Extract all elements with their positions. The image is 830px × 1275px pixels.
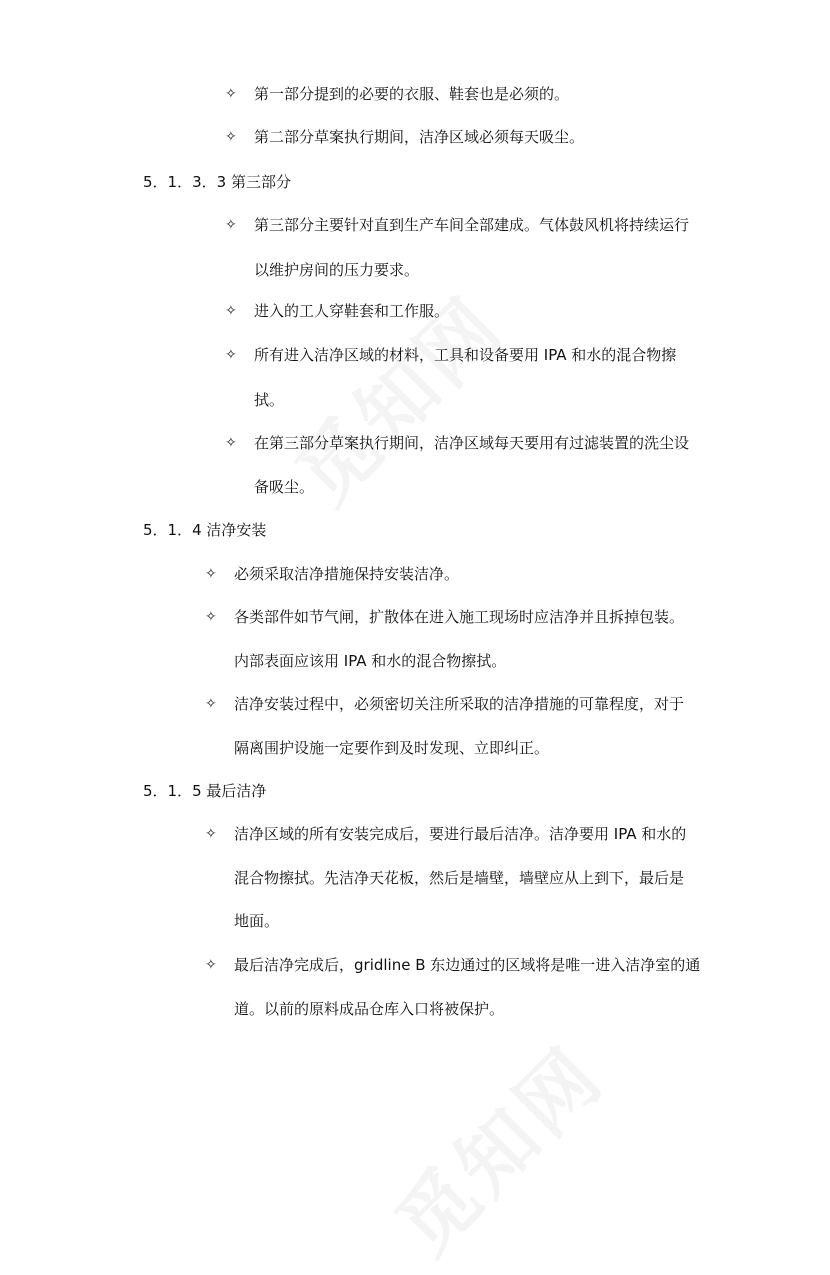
- paragraph-line: 第一部分提到的必要的衣服、鞋套也是必须的。: [254, 85, 570, 103]
- bullet-icon: ✧: [205, 566, 217, 582]
- bullet-icon: ✧: [205, 696, 217, 712]
- paragraph-line: 洁净安装过程中，必须密切关注所采取的洁净措施的可靠程度，对于: [234, 695, 685, 713]
- section-heading: 5．1．4 洁净安装: [143, 521, 267, 539]
- paragraph-line: 进入的工人穿鞋套和工作服。: [254, 302, 450, 320]
- paragraph-line: 道。以前的原料成品仓库入口将被保护。: [234, 1000, 505, 1018]
- paragraph-line: 备吸尘。: [254, 478, 315, 496]
- paragraph-line: 洁净区域的所有安装完成后，要进行最后洁净。洁净要用 IPA 和水的: [234, 825, 687, 843]
- paragraph-line: 拭。: [254, 391, 285, 409]
- bullet-icon: ✧: [225, 435, 237, 451]
- bullet-icon: ✧: [225, 217, 237, 233]
- paragraph-line: 隔离围护设施一定要作到及时发现、立即纠正。: [234, 739, 550, 757]
- paragraph-line: 必须采取洁净措施保持安装洁净。: [234, 565, 460, 583]
- bullet-icon: ✧: [205, 609, 217, 625]
- paragraph-line: 混合物擦拭。先洁净天花板，然后是墙壁，墙壁应从上到下，最后是: [234, 869, 685, 887]
- section-heading: 5．1．5 最后洁净: [143, 782, 267, 800]
- paragraph-line: 地面。: [234, 912, 280, 930]
- paragraph-line: 在第三部分草案执行期间，洁净区域每天要用有过滤装置的洗尘设: [254, 434, 690, 452]
- paragraph-line: 最后洁净完成后，gridline B 东边通过的区域将是唯一进入洁净室的通: [234, 956, 701, 974]
- bullet-icon: ✧: [225, 347, 237, 363]
- bullet-icon: ✧: [225, 86, 237, 102]
- bullet-icon: ✧: [225, 303, 237, 319]
- paragraph-line: 各类部件如节气闸，扩散体在进入施工现场时应洁净并且拆掉包装。: [234, 608, 685, 626]
- paragraph-line: 第二部分草案执行期间，洁净区域必须每天吸尘。: [254, 128, 585, 146]
- bullet-icon: ✧: [225, 129, 237, 145]
- bullet-icon: ✧: [205, 826, 217, 842]
- paragraph-line: 内部表面应该用 IPA 和水的混合物擦拭。: [234, 652, 507, 670]
- paragraph-line: 所有进入洁净区域的材料，工具和设备要用 IPA 和水的混合物擦: [254, 346, 677, 364]
- section-heading: 5．1．3．3 第三部分: [143, 173, 291, 191]
- paragraph-line: 第三部分主要针对直到生产车间全部建成。气体鼓风机将持续运行: [254, 216, 690, 234]
- bullet-icon: ✧: [205, 957, 217, 973]
- paragraph-line: 以维护房间的压力要求。: [254, 261, 420, 279]
